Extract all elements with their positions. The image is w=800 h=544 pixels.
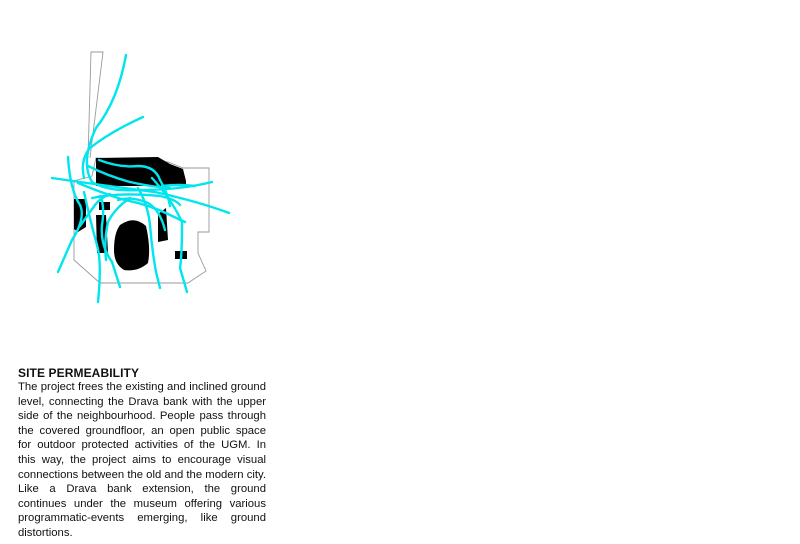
caption-title: SITE PERMEABILITY xyxy=(18,366,140,380)
caption-body-text: The project frees the existing and inclined ground level, connecting the Drava bank with the upper side of the neighbourhood. People pass through the covered groundfloor, an open public space for outdoor protected activities of the UGM. In this way, the project aims to encourage visual connections between the old and the modern city. Like a Drava bank extension, the ground continues under the museum offering various programmatic-events emerging, like ground distortions. xyxy=(18,381,266,539)
caption-block xyxy=(18,366,266,541)
buildings xyxy=(74,157,187,270)
building-small-block xyxy=(99,202,110,210)
building-museum-core xyxy=(114,220,149,270)
path-line-15 xyxy=(162,185,195,186)
building-north-block xyxy=(96,157,186,186)
